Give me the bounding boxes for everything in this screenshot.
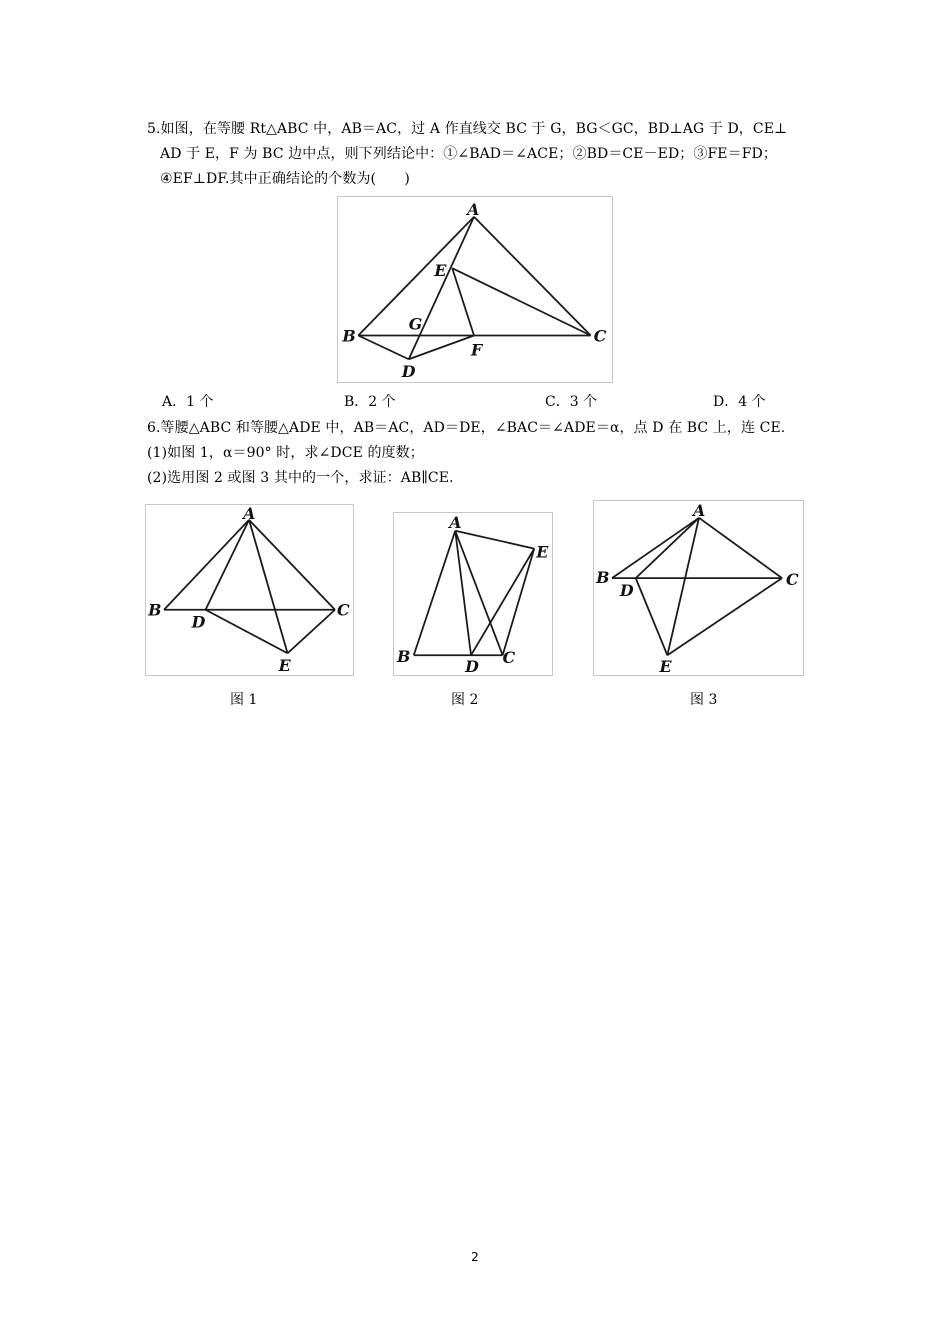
label-A: A [693, 501, 706, 520]
segment-DE [636, 578, 668, 655]
q6-line-1: 6.等腰△ABC 和等腰△ADE 中，AB＝AC，AD＝DE，∠BAC＝∠ADE＝α，点 D 在 BC 上，连 CE. [147, 420, 786, 436]
segment-CE [503, 549, 535, 656]
q5-option-d: D．4 个 [713, 394, 766, 410]
label-B: B [396, 647, 411, 667]
label-B: B [342, 326, 356, 346]
label-C: C [336, 600, 350, 620]
q5-line-1: 5.如图，在等腰 Rt△ABC 中，AB＝AC，过 A 作直线交 BC 于 G，BG＜GC，BD⊥AG 于 D，CE⊥ [147, 121, 788, 137]
q6-figure-1 [145, 504, 354, 676]
caption-figure-2: 图 2 [451, 692, 479, 708]
label-A: A [243, 505, 256, 523]
q5-option-c: C．3 个 [545, 394, 598, 410]
segment-AE [455, 531, 534, 549]
segment-CE [288, 610, 335, 653]
q6-figure-3 [593, 500, 804, 676]
label-A: A [467, 199, 480, 219]
q5-figure [337, 196, 613, 383]
label-C: C [502, 648, 516, 668]
label-B: B [596, 568, 610, 588]
segment-BD [358, 336, 408, 360]
label-D: D [191, 612, 206, 632]
figure-2-diagram [394, 513, 552, 675]
segment-AC [474, 217, 591, 336]
label-F: F [471, 340, 483, 360]
q6-line-3: (2)选用图 2 或图 3 其中的一个，求证：AB∥CE. [147, 470, 454, 486]
segment-AB [612, 518, 699, 578]
segment-AB [414, 531, 455, 655]
q5-line-2: AD 于 E，F 为 BC 边中点，则下列结论中：①∠BAD＝∠ACE；②BD＝CE－ED；③FE＝FD； [160, 146, 777, 162]
segment-AC [699, 518, 782, 578]
label-B: B [148, 600, 162, 620]
segment-AB [164, 520, 249, 610]
segment-DE [471, 549, 534, 656]
label-G: G [408, 314, 423, 334]
q5-line-3: ④EF⊥DF.其中正确结论的个数为( ) [160, 171, 410, 187]
q5-option-b: B．2 个 [344, 394, 396, 410]
segment-EF [452, 268, 474, 335]
segment-CE [667, 578, 782, 655]
q6-figure-2 [393, 512, 553, 676]
segment-AD [206, 520, 249, 610]
q5-diagram [338, 197, 612, 382]
segment-AD [409, 217, 474, 359]
label-E: E [536, 542, 549, 562]
caption-figure-1: 图 1 [230, 692, 258, 708]
label-A: A [449, 513, 462, 532]
q5-option-a: A．1 个 [162, 394, 214, 410]
caption-figure-3: 图 3 [690, 692, 718, 708]
label-D: D [401, 362, 416, 382]
q6-line-2: (1)如图 1，α＝90° 时，求∠DCE 的度数； [147, 445, 424, 461]
label-C: C [593, 326, 607, 346]
segment-EC [452, 268, 591, 335]
label-E: E [659, 657, 672, 675]
figure-1-diagram [146, 505, 353, 675]
segment-AD [636, 518, 699, 578]
label-D: D [619, 580, 634, 600]
segment-AE [667, 518, 699, 655]
figure-3-diagram [594, 501, 803, 675]
label-E: E [434, 261, 447, 281]
label-C: C [785, 570, 799, 590]
segment-DE [206, 610, 288, 653]
page-number: 2 [471, 1250, 479, 1264]
label-E: E [278, 656, 291, 675]
label-D: D [465, 657, 479, 675]
